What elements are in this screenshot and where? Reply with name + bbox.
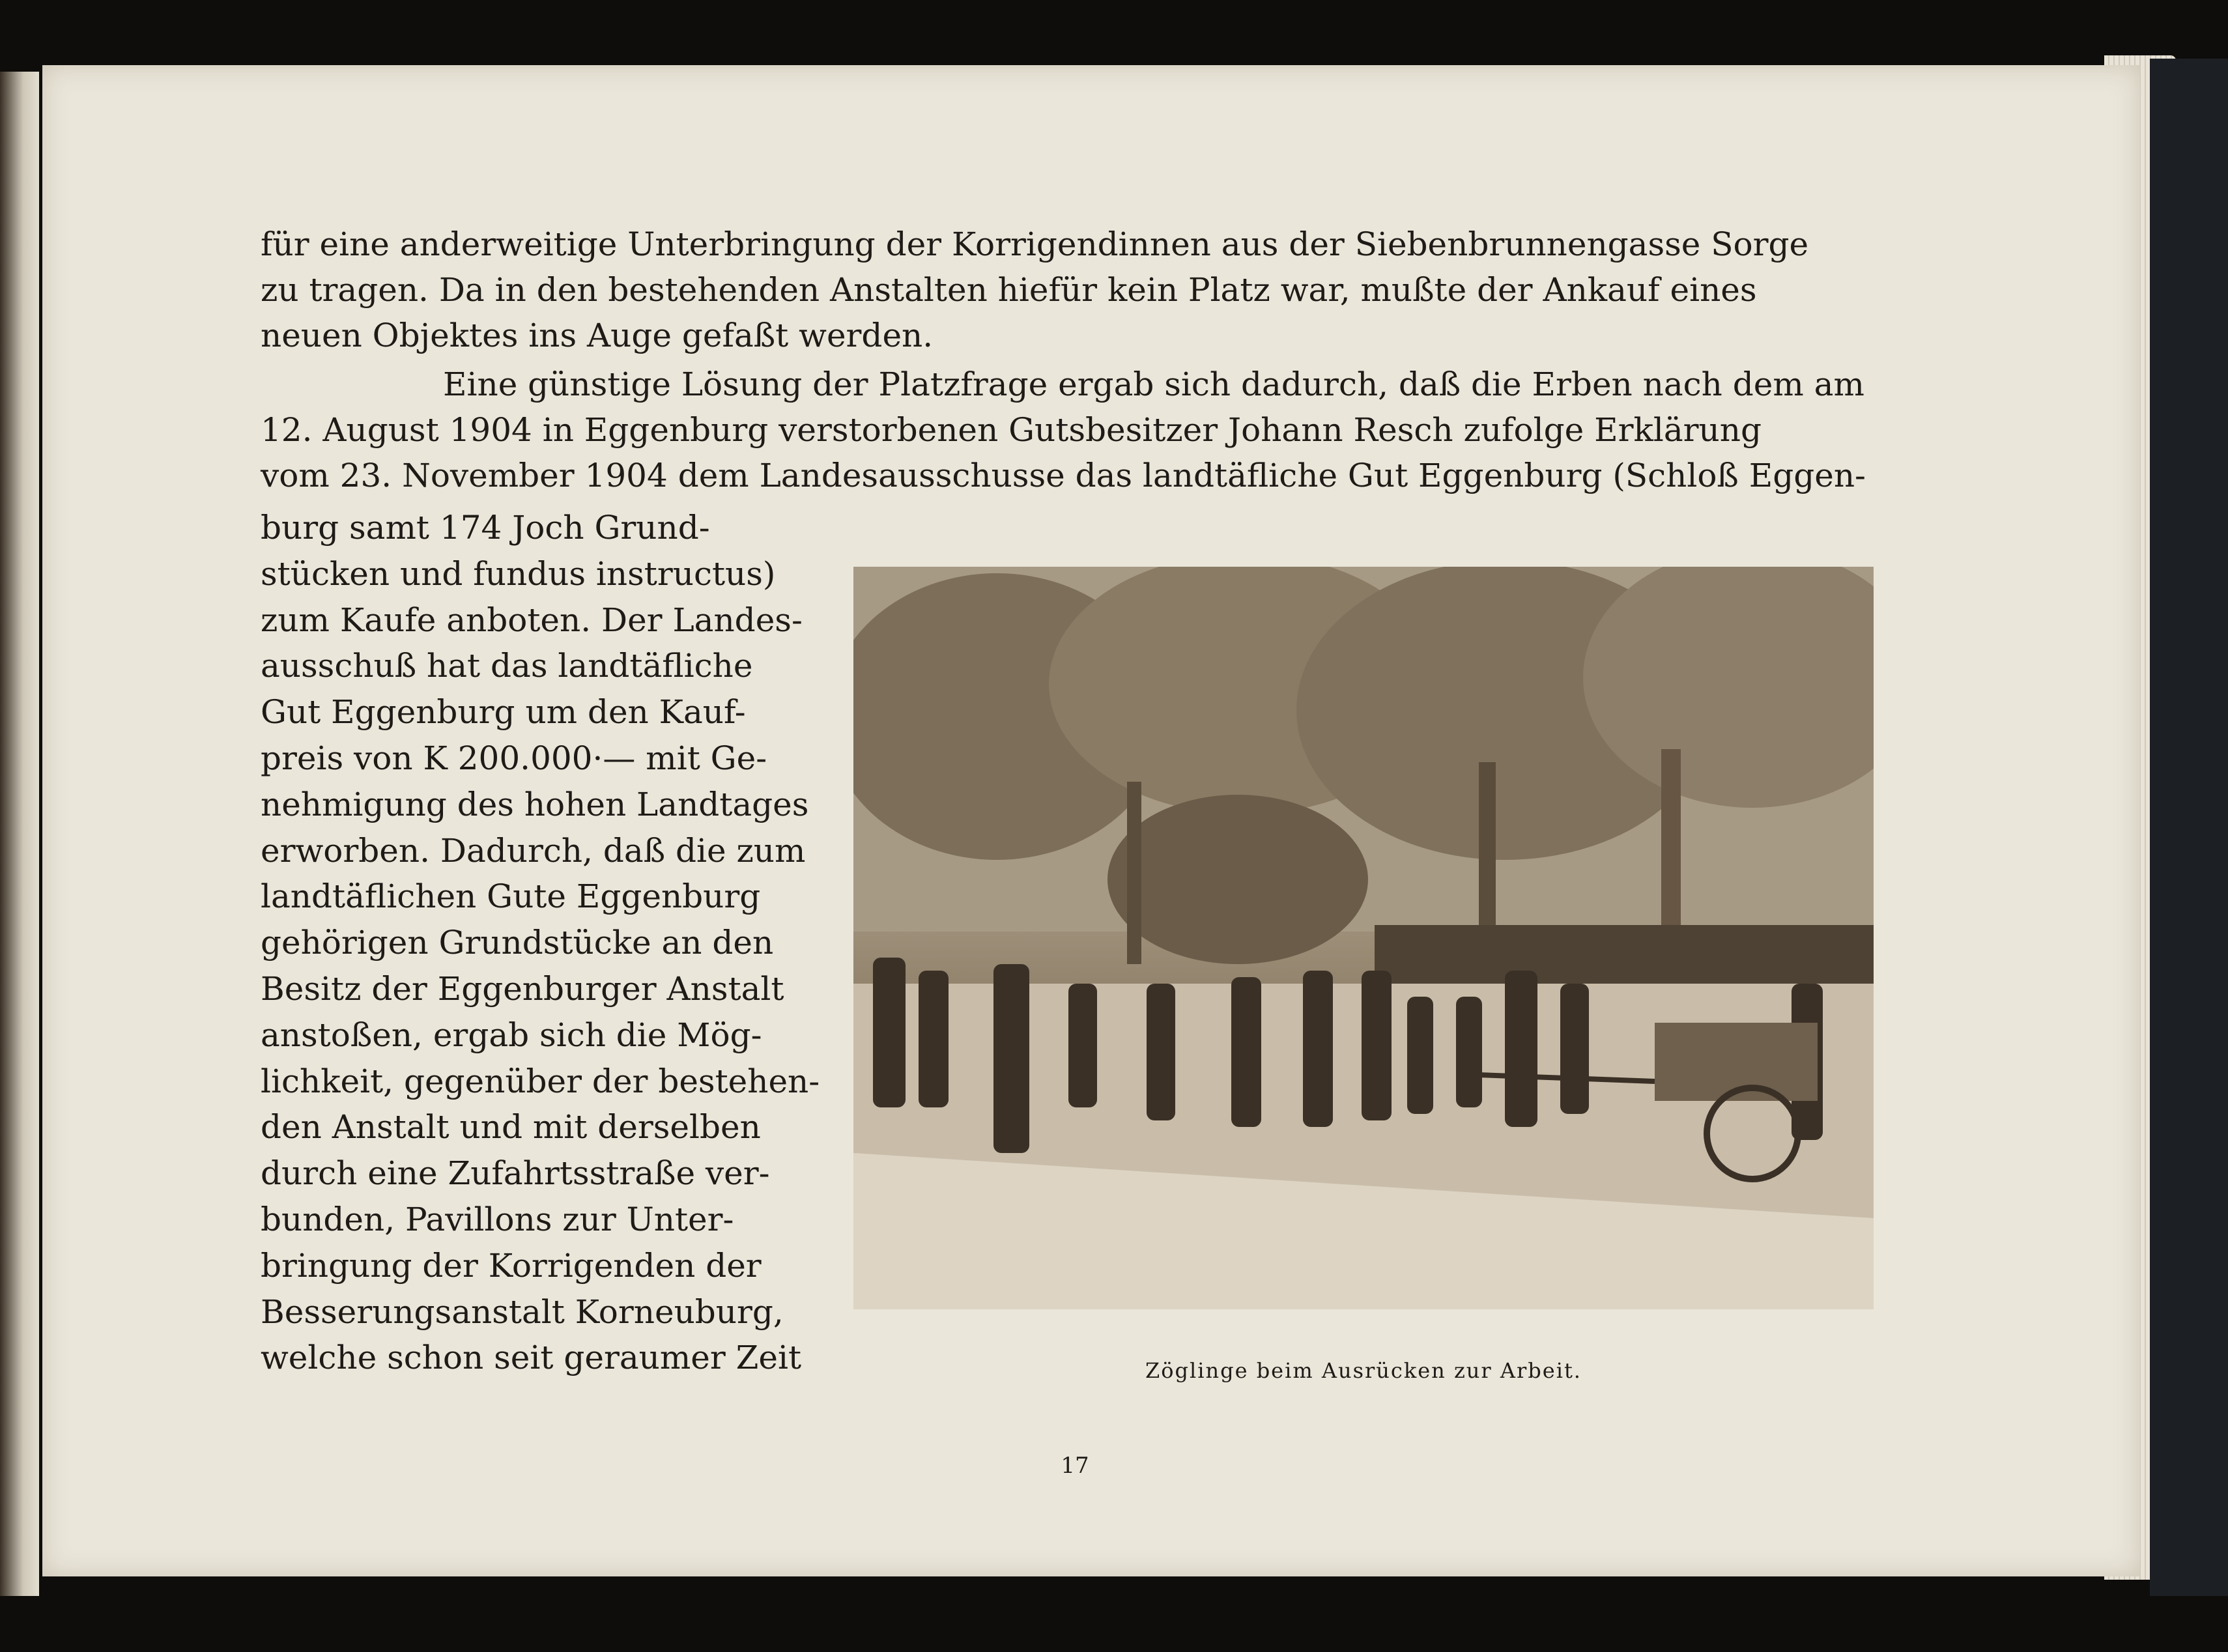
text-line: den Anstalt und mit derselben — [261, 1108, 761, 1146]
text-line: neuen Objektes ins Auge gefaßt werden. — [261, 317, 934, 354]
text-line: stücken und fundus instructus) — [261, 554, 776, 593]
page-number: 17 — [1061, 1453, 1089, 1479]
paragraph-1 — [261, 221, 1967, 358]
text-line: Gut Eggenburg um den Kauf- — [261, 693, 746, 732]
text-line: zum Kaufe anboten. Der Landes- — [261, 601, 803, 639]
photo-illustration — [853, 567, 1874, 1309]
text-line: für eine anderweitige Unterbringung der Korrigendinnen aus der Siebenbrunnengasse Sorge — [261, 225, 1809, 263]
text-line: Besitz der Eggenburger Anstalt — [261, 969, 784, 1008]
book-page — [42, 65, 2140, 1576]
text-line: welche schon seit geraumer Zeit — [261, 1339, 802, 1377]
text-line: anstoßen, ergab sich die Mög- — [261, 1016, 762, 1054]
text-line: gehörigen Grundstücke an den — [261, 924, 774, 962]
text-line: lichkeit, gegenüber der bestehen- — [261, 1062, 820, 1100]
paragraph-2 — [261, 362, 1967, 498]
text-line: preis von K 200.000·— mit Ge- — [261, 739, 767, 777]
text-line: burg samt 174 Joch Grund- — [261, 509, 710, 547]
text-column — [261, 505, 853, 1381]
photo-caption: Zöglinge beim Ausrücken zur Arbeit. — [1145, 1358, 1582, 1383]
text-line: vom 23. November 1904 dem Landesausschusse das landtäfliche Gut Eggenburg (Schloß Eggen- — [261, 457, 1866, 494]
text-line: zu tragen. Da in den bestehenden Anstalten hiefür kein Platz war, mußte der Ankauf eines — [261, 271, 1757, 309]
book-cover-edge — [2150, 59, 2228, 1596]
book-spine — [0, 72, 39, 1596]
text-line: Besserungsanstalt Korneuburg, — [261, 1292, 784, 1331]
text-line: nehmigung des hohen Landtages — [261, 785, 809, 823]
text-line: Eine günstige Lösung der Platzfrage ergab sich dadurch, daß die Erben nach dem am — [443, 365, 1864, 403]
text-line: landtäflichen Gute Eggenburg — [261, 877, 761, 916]
text-line: bringung der Korrigenden der — [261, 1246, 762, 1285]
text-line: 12. August 1904 in Eggenburg verstorbenen Gutsbesitzer Johann Resch zufolge Erklärung — [261, 411, 1762, 449]
text-line: erworben. Dadurch, daß die zum — [261, 831, 806, 870]
text-line: durch eine Zufahrtsstraße ver- — [261, 1154, 770, 1193]
text-line: bunden, Pavillons zur Unter- — [261, 1200, 734, 1238]
text-line: ausschuß hat das landtäfliche — [261, 647, 753, 685]
photograph — [853, 567, 1874, 1309]
